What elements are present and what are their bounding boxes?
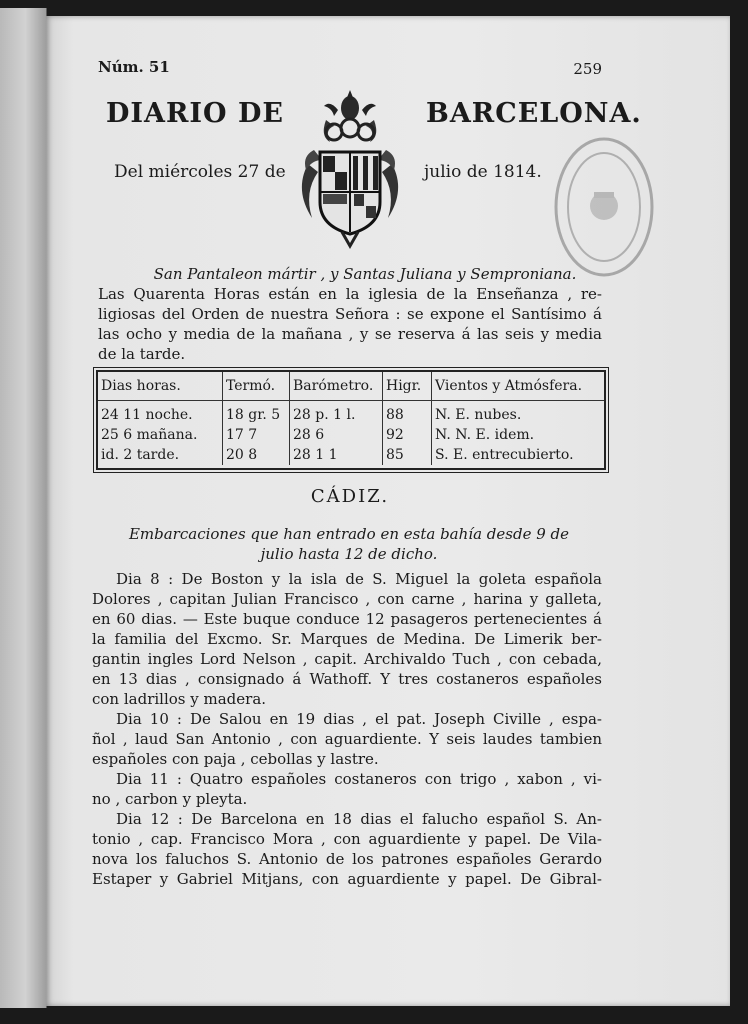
article-line: Dia 12 : De Barcelona en 18 dias el falucho español S. An-: [116, 810, 602, 828]
table-row: [98, 445, 604, 465]
table-cell: 28 1 1: [290, 445, 383, 465]
section-subheading: [114, 524, 584, 564]
table-cell: 88: [383, 401, 432, 426]
article-line: tonio , cap. Francisco Mora , con aguardiente y papel. De Vila-: [92, 830, 602, 848]
table-row: [98, 401, 604, 426]
article-line: ñol , laud San Antonio , con aguardiente. Y seis laudes tambien: [92, 730, 602, 748]
table-cell: S. E. entrecubierto.: [435, 447, 574, 463]
newspaper-page: [46, 16, 730, 1006]
column-header: Dias horas.: [98, 372, 223, 401]
table-cell: 85: [383, 445, 432, 465]
weather-observations-table: [96, 370, 606, 470]
masthead-title-left: DIARIO DE: [106, 98, 284, 129]
article-line: españoles con paja , cebollas y lastre.: [92, 750, 379, 768]
table-header-row: [98, 372, 604, 401]
issue-date-left: Del miércoles 27 de: [114, 162, 286, 182]
article-line: gantin ingles Lord Nelson , capit. Archivaldo Tuch , con cebada,: [92, 650, 602, 668]
article-line: Estaper y Gabriel Mitjans, con aguardiente y papel. De Gibral-: [92, 870, 602, 888]
article-line: Dolores , capitan Julian Francisco , con carne , harina y galleta,: [92, 590, 602, 608]
table-cell: 24 11 noche.: [98, 401, 223, 426]
forty-hours-line: ligiosas del Orden de nuestra Señora : se expone el Santísimo á: [98, 305, 602, 323]
previous-page-edge: [0, 8, 47, 1008]
column-header: Vientos y Atmósfera.: [432, 372, 605, 401]
table-cell: 28 6: [290, 425, 383, 445]
article-line: Dia 8 : De Boston y la isla de S. Miguel la goleta española: [116, 570, 602, 588]
article-line: con ladrillos y madera.: [92, 690, 267, 708]
issue-date-right: julio de 1814.: [424, 162, 542, 182]
table-cell: N. N. E. idem.: [435, 427, 535, 443]
article-line: nova los faluchos S. Antonio de los patrones españoles Gerardo: [92, 850, 602, 868]
article-line: en 13 dias , consignado á Wathoff. Y tres costaneros españoles: [92, 670, 602, 688]
table-cell: 18 gr. 5: [223, 401, 290, 426]
table-cell: 92: [383, 425, 432, 445]
column-header: Higr.: [383, 372, 432, 401]
article-line: Dia 11 : Quatro españoles costaneros con trigo , xabon , vi-: [116, 770, 602, 788]
article-line: en 60 dias. — Este buque conduce 12 pasageros pertenecientes á: [92, 610, 602, 628]
table-row: [98, 425, 604, 445]
table-cell: id. 2 tarde.: [98, 445, 223, 465]
subheading-line: julio hasta 12 de dicho.: [260, 545, 438, 563]
forty-hours-line: Las Quarenta Horas están en la iglesia de la Enseñanza , re-: [98, 285, 602, 303]
forty-hours-line: de la tarde.: [98, 345, 186, 363]
library-stamp-icon: [550, 132, 658, 282]
issue-number: Núm. 51: [98, 58, 170, 76]
column-header: Termó.: [223, 372, 290, 401]
table-cell: 28 p. 1 l.: [290, 401, 383, 426]
article-line: no , carbon y pleyta.: [92, 790, 248, 808]
table-cell: 20 8: [223, 445, 290, 465]
table-cell: N. E. nubes.: [435, 407, 522, 423]
article-line: la familia del Excmo. Sr. Marques de Medina. De Limerik ber-: [92, 630, 602, 648]
article-line: Dia 10 : De Salou en 19 dias , el pat. Joseph Civille , espa-: [116, 710, 602, 728]
column-header: Barómetro.: [290, 372, 383, 401]
page-number: 259: [573, 60, 602, 78]
coat-of-arms-icon: [290, 80, 410, 250]
subheading-line: Embarcaciones que han entrado en esta bahía desde 9 de: [128, 525, 570, 543]
masthead-title-right: BARCELONA.: [426, 98, 642, 129]
section-title: CÁDIZ.: [310, 486, 390, 507]
table-cell: 17 7: [223, 425, 290, 445]
saints-of-the-day: San Pantaleon mártir , y Santas Juliana y Semproniana.: [153, 265, 577, 283]
forty-hours-line: las ocho y media de la mañana , y se reserva á las seis y media: [98, 325, 602, 343]
table-cell: 25 6 mañana.: [98, 425, 223, 445]
